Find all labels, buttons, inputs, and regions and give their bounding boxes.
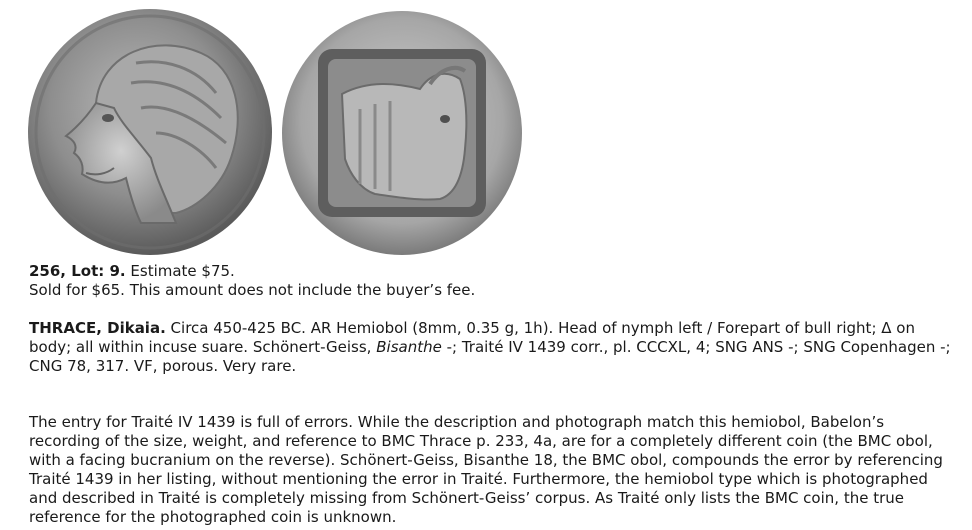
lot-estimate: Estimate $75.	[130, 262, 235, 280]
lot-note: The entry for Traité IV 1439 is full of errors. While the description and photograph match this hemiobol, Babelon’s recording of the size, weight, and reference to BMC Thrace p. 233, 4a, are for a completely different coin (the BMC obol, with a facing bucranium on the reverse). Schönert-Geiss, Bisanthe 18, the BMC obol, compounds the error by referencing Traité 1439 in her listing, without mentioning the error in Traité. Furthermore, the hemiobol type which is photographed and described in Traité is completely missing from Schönert-Geiss’ corpus. As Traité only lists the BMC coin, the true reference for the photographed coin is unknown.	[29, 413, 943, 526]
lot-sold: Sold for $65. This amount does not include the buyer’s fee.	[29, 281, 476, 299]
coin-reverse-image	[280, 9, 524, 257]
coin-obverse-image	[26, 8, 274, 256]
coin-images	[0, 0, 560, 262]
lot-number: 256, Lot: 9.	[29, 262, 126, 280]
lot-text	[29, 262, 959, 527]
lot-description	[29, 319, 959, 376]
lot-line	[29, 262, 959, 281]
description-italic: Bisanthe	[376, 338, 442, 356]
description-text-2: -; Traité IV 1439 corr., pl. CCCXL, 4; SNG ANS -; SNG Copenhagen -; CNG 78, 317. VF, porous. Very rare.	[29, 338, 951, 375]
description-heading: THRACE, Dikaia.	[29, 319, 166, 337]
description-text-1: Circa 450-425 BC. AR Hemiobol (8mm, 0.35 g, 1h). Head of nymph left / Forepart of bull right; Δ on body; all within incuse suare. Schönert-Geiss,	[29, 319, 915, 356]
